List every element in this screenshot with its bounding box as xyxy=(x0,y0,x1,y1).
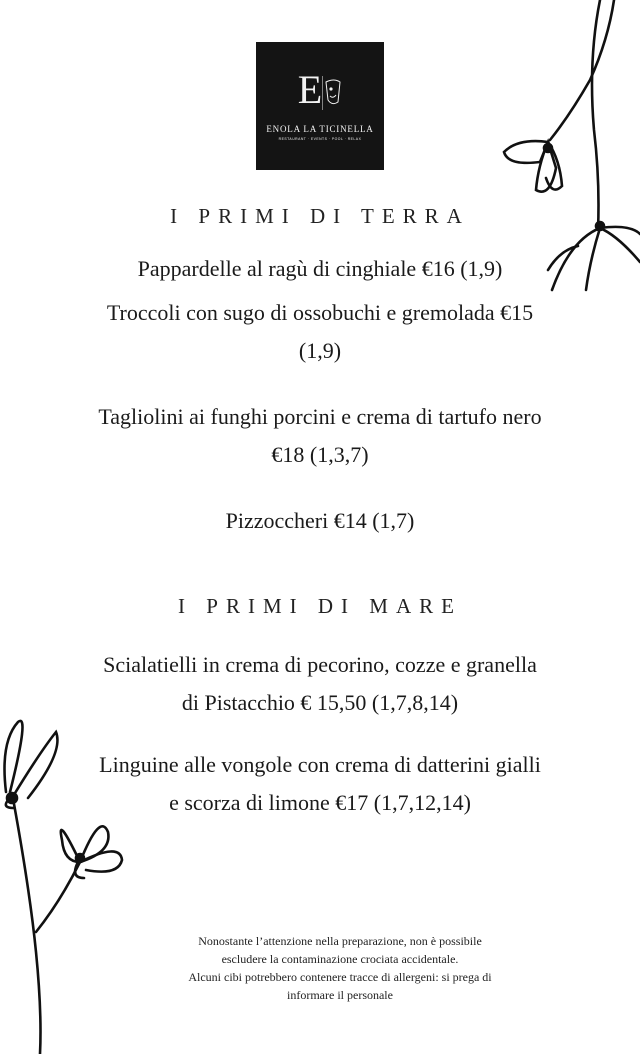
menu-item-text: (1,9) xyxy=(298,338,342,363)
menu-item-text: di Pistacchio € 15,50 (1,7,8,14) xyxy=(181,690,459,715)
allergen-note xyxy=(130,932,550,1004)
menu-item-text: Pizzoccheri €14 (1,7) xyxy=(225,508,415,533)
logo-mask-icon xyxy=(322,76,344,110)
menu-item-text: Troccoli con sugo di ossobuchi e gremolada €15 xyxy=(106,300,534,325)
menu-item xyxy=(30,250,610,288)
logo-monogram xyxy=(256,67,384,112)
menu-item xyxy=(30,502,610,540)
allergen-note-line: informare il personale xyxy=(287,988,393,1002)
menu-item xyxy=(30,398,610,474)
logo-letter: E xyxy=(297,67,323,112)
menu-item xyxy=(30,746,610,822)
logo-name: ENOLA LA TICINELLA xyxy=(266,124,374,134)
menu-item xyxy=(30,646,610,722)
logo-tagline: RESTAURANT · EVENTS · POOL · RELAX xyxy=(278,137,362,141)
menu-item-text: Linguine alle vongole con crema di datterini gialli xyxy=(99,752,541,777)
menu-item-text: €18 (1,3,7) xyxy=(271,442,369,467)
restaurant-logo xyxy=(256,42,384,170)
menu-item xyxy=(30,294,610,370)
menu-item-text: Pappardelle al ragù di cinghiale €16 (1,9) xyxy=(137,256,503,281)
allergen-note-line: escludere la contaminazione crociata accidentale. xyxy=(221,952,459,966)
menu-item-text: Tagliolini ai funghi porcini e crema di tartufo nero xyxy=(98,404,542,429)
section-title-terra: I PRIMI DI TERRA xyxy=(170,204,470,228)
menu-item-text: Scialatielli in crema di pecorino, cozze e granella xyxy=(103,652,537,677)
allergen-note-line: Alcuni cibi potrebbero contenere tracce di allergeni: si prega di xyxy=(188,970,492,984)
menu-item-text: e scorza di limone €17 (1,7,12,14) xyxy=(169,790,471,815)
section-title-mare: I PRIMI DI MARE xyxy=(178,594,462,618)
allergen-note-line: Nonostante l’attenzione nella preparazione, non è possibile xyxy=(198,934,482,948)
